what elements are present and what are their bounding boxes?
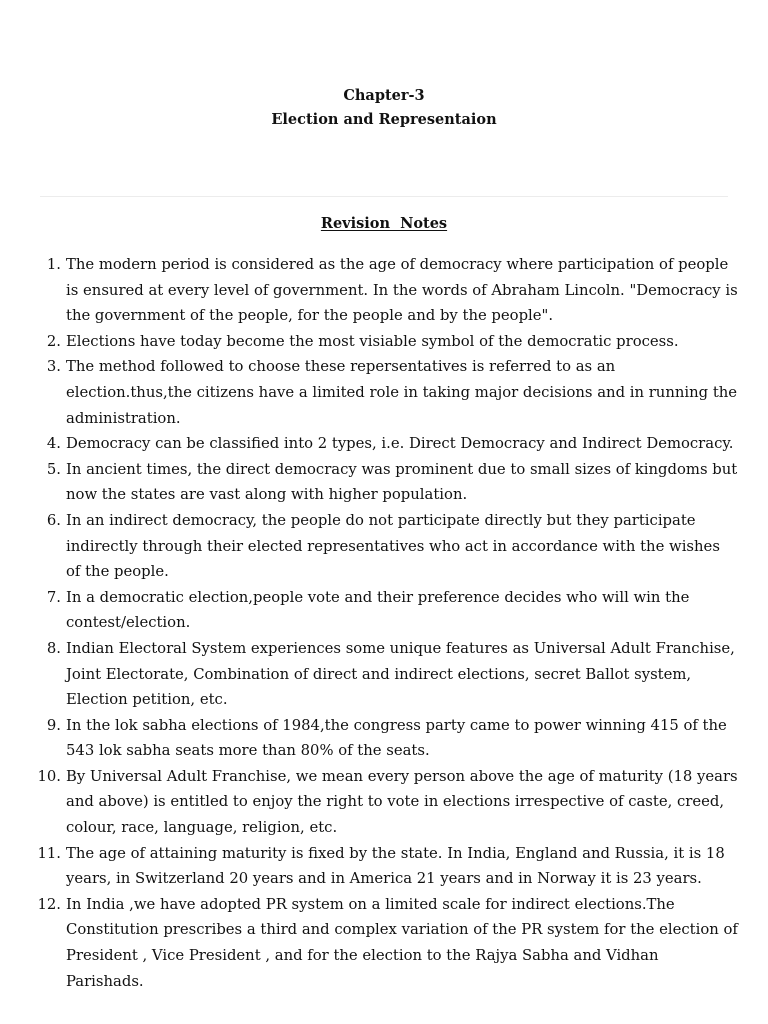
list-item-number: 9. (46, 716, 61, 734)
list-item (46, 713, 738, 764)
list-item (46, 329, 738, 355)
chapter-number: Chapter-3 (343, 87, 425, 104)
list-item (46, 585, 738, 636)
list-item-number: 3. (46, 358, 61, 376)
list-item-text: In the lok sabha elections of 1984,the congress party came to power winning 415 of the 543 lok sabha seats more than 80% of the seats. (66, 716, 727, 760)
list-item (46, 431, 738, 457)
chapter-title: Election and Representaion (271, 111, 497, 128)
list-item (46, 457, 738, 508)
list-item (37, 841, 738, 892)
list-item-text: In India ,we have adopted PR system on a limited scale for indirect elections.The Constitution prescribes a third and complex variation of the PR system for the election of President , Vice President , and for the election to the Rajya Sabha and Vidhan Parishads. (66, 895, 738, 990)
list-item-number: 7. (46, 588, 61, 606)
list-item-text: In an indirect democracy, the people do not participate directly but they participate indirectly through their elected representatives who act in accordance with the wishes of the people. (66, 511, 720, 581)
list-item-number: 6. (46, 511, 61, 529)
list-item-number: 11. (37, 844, 61, 862)
list-item-number: 4. (46, 435, 61, 453)
list-item-text: In a democratic election,people vote and their preference decides who will win the contest/election. (66, 588, 690, 632)
list-item-number: 1. (46, 256, 61, 273)
list-item-text: The method followed to choose these repersentatives is referred to as an election.thus,the citizens have a limited role in taking major decisions and in running the administration. (66, 358, 738, 427)
list-item-text: The modern period is considered as the age of democracy where participation of people is ensured at every level of government. In the words of Abraham Lincoln. "Democracy is the government of the people, for the people and by the people". (66, 256, 738, 325)
list-item (46, 354, 738, 431)
list-item-text: By Universal Adult Franchise, we mean every person above the age of maturity (18 years and above) is entitled to enjoy the right to vote in elections irrespective of caste, creed, colour, race, language, religion, etc. (66, 767, 738, 837)
divider-line (40, 196, 728, 197)
list-item (46, 252, 738, 329)
list-item (37, 764, 738, 841)
list-item-number: 5. (46, 460, 61, 478)
list-item-number: 2. (46, 332, 61, 350)
revision-notes-list (37, 252, 738, 994)
list-item-text: Democracy can be classified into 2 types, i.e. Direct Democracy and Indirect Democracy. (66, 435, 734, 453)
list-item-text: In ancient times, the direct democracy was prominent due to small sizes of kingdoms but now the states are vast along with higher population. (66, 460, 738, 504)
list-item (46, 508, 738, 585)
list-item (46, 636, 738, 713)
list-item-text: Indian Electoral System experiences some unique features as Universal Adult Franchise, Joint Electorate, Combination of direct and indirect elections, secret Ballot system, Election petition, etc. (66, 639, 735, 709)
list-item-number: 8. (46, 639, 61, 657)
list-item-number: 12. (37, 895, 61, 913)
list-item-text: The age of attaining maturity is fixed by the state. In India, England and Russia, it is 18 years, in Switzerland 20 years and in America 21 years and in Norway it is 23 years. (66, 844, 725, 888)
list-item-number: 10. (37, 767, 61, 785)
section-heading: Revision Notes (320, 215, 448, 232)
list-item-text: Elections have today become the most visiable symbol of the democratic process. (66, 332, 679, 350)
list-item (37, 892, 738, 994)
